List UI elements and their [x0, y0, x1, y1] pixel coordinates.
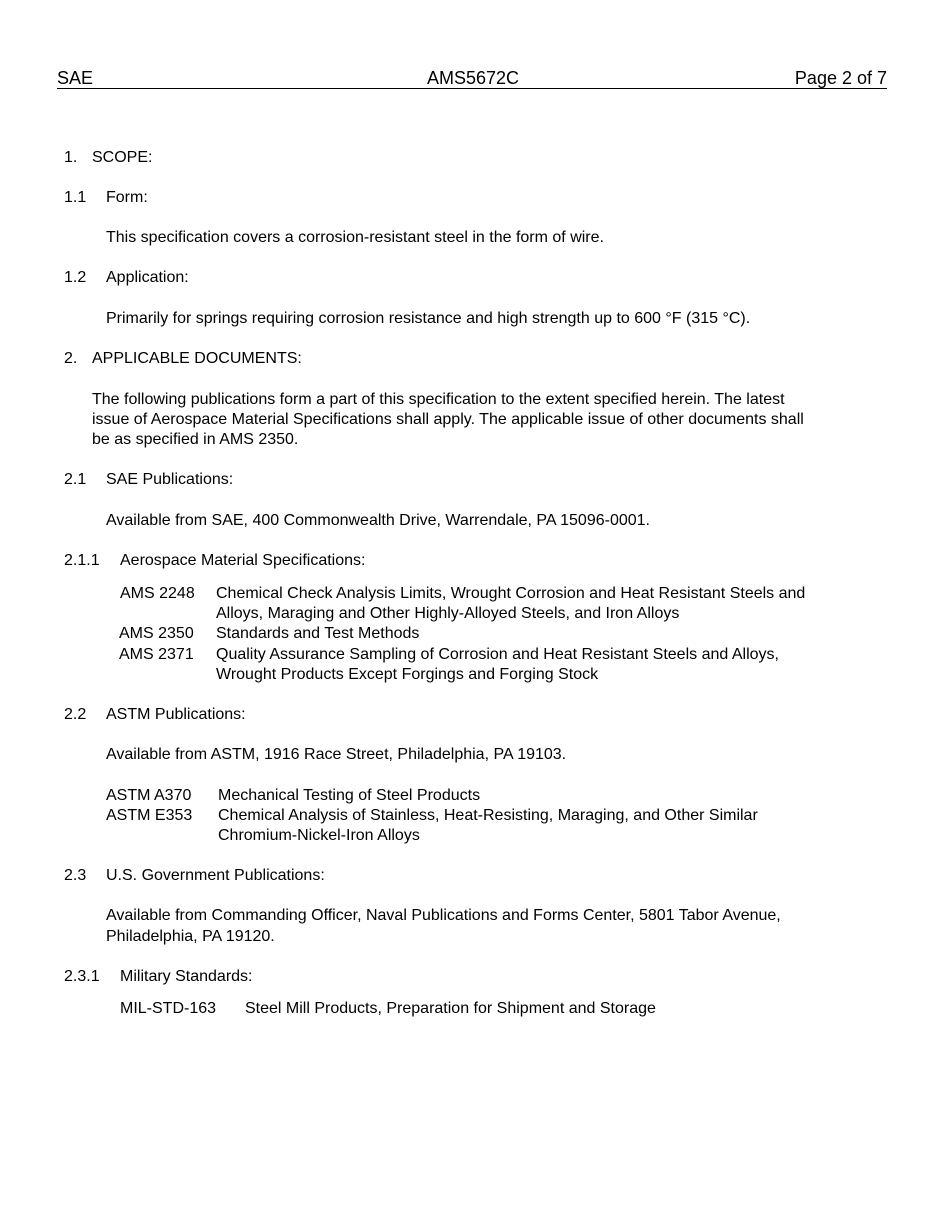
section-2-number: 2.: [64, 350, 78, 367]
header-doc-number: AMS5672C: [427, 68, 520, 88]
section-1-2-body: Primarily for springs requiring corrosion resistance and high strength up to 600 °F (315 °C).: [106, 310, 751, 327]
spec-description-line: Mechanical Testing of Steel Products: [218, 787, 481, 804]
section-2-1-title: SAE Publications:: [106, 471, 234, 488]
section-1-2-number: 1.2: [64, 269, 87, 286]
header-page-number: Page 2 of 7: [794, 68, 887, 88]
section-2-3-body-line: Philadelphia, PA 19120.: [106, 928, 275, 945]
section-2-title: APPLICABLE DOCUMENTS:: [92, 350, 302, 367]
section-1-title: SCOPE:: [92, 149, 153, 166]
spec-code: MIL-STD-163: [120, 1000, 217, 1017]
spec-description-line: Chemical Analysis of Stainless, Heat-Resisting, Maraging, and Other Similar: [218, 807, 758, 824]
section-2-3-title: U.S. Government Publications:: [106, 867, 325, 884]
section-2-body-line: The following publications form a part of this specification to the extent specified herein. The latest: [92, 391, 785, 408]
section-1-1-number: 1.1: [64, 189, 87, 206]
section-2-3-number: 2.3: [64, 867, 87, 884]
spec-description-line: Standards and Test Methods: [216, 625, 420, 642]
section-2-body-line: issue of Aerospace Material Specifications shall apply. The applicable issue of other documents shall: [92, 411, 804, 428]
section-2-1-body: Available from SAE, 400 Commonwealth Drive, Warrendale, PA 15096-0001.: [106, 512, 650, 529]
section-2-body-line: be as specified in AMS 2350.: [92, 431, 299, 448]
section-2-1-1-title: Aerospace Material Specifications:: [120, 552, 366, 569]
spec-code: AMS 2371: [119, 646, 194, 663]
section-2-2-number: 2.2: [64, 706, 87, 723]
section-2-3-1-number: 2.3.1: [64, 968, 100, 985]
section-2-1-number: 2.1: [64, 471, 87, 488]
section-2-2-body: Available from ASTM, 1916 Race Street, Philadelphia, PA 19103.: [106, 746, 567, 763]
section-1-2-title: Application:: [106, 269, 189, 286]
spec-code: ASTM E353: [106, 807, 193, 824]
section-2-1-1-number: 2.1.1: [64, 552, 100, 569]
spec-description-line: Wrought Products Except Forgings and Forging Stock: [216, 666, 599, 683]
section-1-1-body: This specification covers a corrosion-resistant steel in the form of wire.: [106, 229, 604, 246]
spec-code: ASTM A370: [106, 787, 192, 804]
section-1-number: 1.: [64, 149, 78, 166]
header-org: SAE: [57, 68, 94, 88]
section-2-3-1-title: Military Standards:: [120, 968, 253, 985]
spec-description-line: Alloys, Maraging and Other Highly-Alloyed Steels, and Iron Alloys: [216, 605, 680, 622]
spec-description-line: Chemical Check Analysis Limits, Wrought Corrosion and Heat Resistant Steels and: [216, 585, 806, 602]
spec-description-line: Chromium-Nickel-Iron Alloys: [218, 827, 420, 844]
section-2-3-body-line: Available from Commanding Officer, Naval Publications and Forms Center, 5801 Tabor Avenue,: [106, 907, 781, 924]
spec-code: AMS 2248: [120, 585, 195, 602]
spec-description-line: Quality Assurance Sampling of Corrosion and Heat Resistant Steels and Alloys,: [216, 646, 779, 663]
page-header: [57, 68, 887, 89]
spec-code: AMS 2350: [119, 625, 194, 642]
section-2-2-title: ASTM Publications:: [106, 706, 246, 723]
spec-description-line: Steel Mill Products, Preparation for Shipment and Storage: [245, 1000, 656, 1017]
section-1-1-title: Form:: [106, 189, 148, 206]
